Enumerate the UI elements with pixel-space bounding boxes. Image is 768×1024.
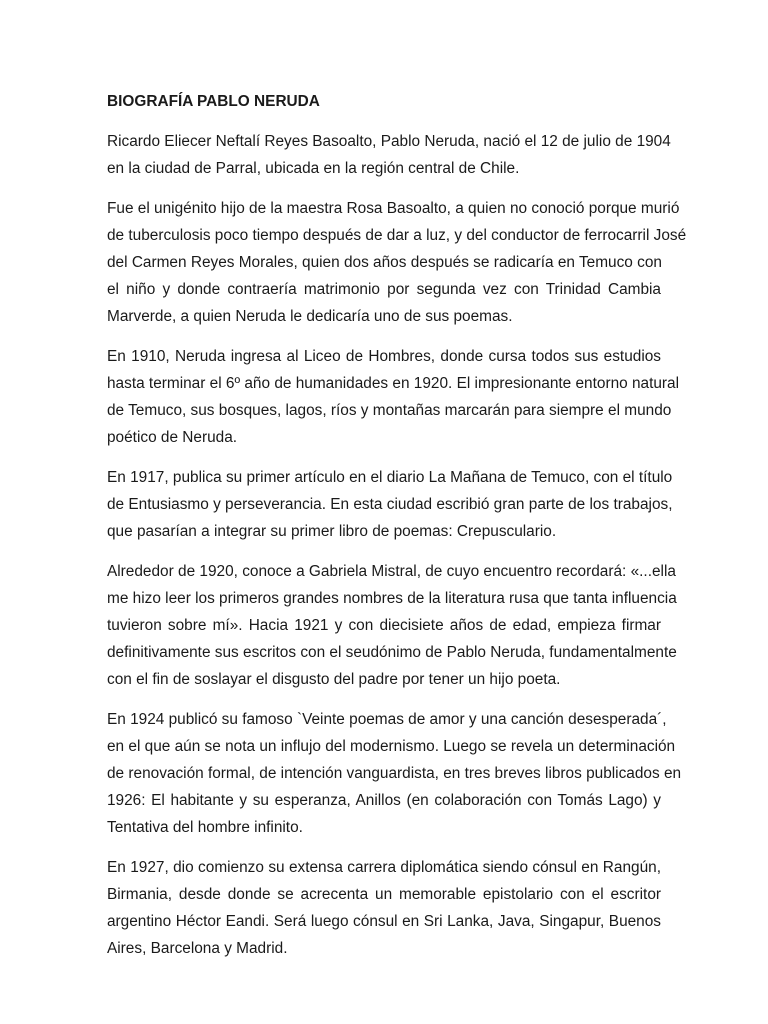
paragraph-line: de Temuco, sus bosques, lagos, ríos y montañas marcarán para siempre el mundo <box>107 402 672 419</box>
paragraph-line: Alrededor de 1920, conoce a Gabriela Mistral, de cuyo encuentro recordará: «...ella <box>107 563 676 580</box>
paragraph-line: que pasarían a integrar su primer libro de poemas: Crepusculario. <box>107 523 557 540</box>
paragraph-3 <box>107 343 680 451</box>
paragraph-line: 1926: El habitante y su esperanza, Anillos (en colaboración con Tomás Lago) y <box>107 792 661 809</box>
paragraph-line: hasta terminar el 6º año de humanidades en 1920. El impresionante entorno natural <box>107 375 680 392</box>
document-page <box>107 88 687 975</box>
paragraph-line: En 1910, Neruda ingresa al Liceo de Hombres, donde cursa todos sus estudios <box>107 348 661 365</box>
paragraph-line: Marverde, a quien Neruda le dedicaría uno de sus poemas. <box>107 308 513 325</box>
paragraph-line: con el fin de soslayar el disgusto del padre por tener un hijo poeta. <box>107 671 561 688</box>
paragraph-line: en el que aún se nota un influjo del modernismo. Luego se revela un determinación <box>107 738 676 755</box>
paragraph-6 <box>107 706 682 841</box>
paragraph-4 <box>107 464 673 545</box>
paragraph-line: en la ciudad de Parral, ubicada en la región central de Chile. <box>107 160 520 177</box>
document-title: BIOGRAFÍA PABLO NERUDA <box>107 93 320 110</box>
paragraph-line: En 1924 publicó su famoso `Veinte poemas de amor y una canción desesperada´, <box>107 711 667 728</box>
paragraph-line: del Carmen Reyes Morales, quien dos años después se radicaría en Temuco con <box>107 254 662 271</box>
paragraph-line: de tuberculosis poco tiempo después de dar a luz, y del conductor de ferrocarril José <box>107 227 687 244</box>
paragraph-line: poético de Neruda. <box>107 429 238 446</box>
paragraph-line: Aires, Barcelona y Madrid. <box>107 940 288 957</box>
paragraph-5 <box>107 558 677 693</box>
paragraph-line: Ricardo Eliecer Neftalí Reyes Basoalto, Pablo Neruda, nació el 12 de julio de 1904 <box>107 133 671 150</box>
paragraph-7 <box>107 854 661 962</box>
paragraph-line: Birmania, desde donde se acrecenta un memorable epistolario con el escritor <box>107 886 661 903</box>
paragraph-line: definitivamente sus escritos con el seudónimo de Pablo Neruda, fundamentalmente <box>107 644 677 661</box>
paragraph-line: me hizo leer los primeros grandes nombres de la literatura rusa que tanta influencia <box>107 590 677 607</box>
paragraph-line: En 1917, publica su primer artículo en el diario La Mañana de Temuco, con el título <box>107 469 673 486</box>
paragraph-line: de Entusiasmo y perseverancia. En esta ciudad escribió gran parte de los trabajos, <box>107 496 673 513</box>
paragraph-1 <box>107 128 671 182</box>
paragraph-line: el niño y donde contraería matrimonio por segunda vez con Trinidad Cambia <box>107 281 661 298</box>
paragraph-line: tuvieron sobre mí». Hacia 1921 y con diecisiete años de edad, empieza firmar <box>107 617 661 634</box>
paragraph-2 <box>107 195 687 330</box>
paragraph-line: En 1927, dio comienzo su extensa carrera diplomática siendo cónsul en Rangún, <box>107 859 661 876</box>
paragraph-line: Tentativa del hombre infinito. <box>107 819 303 836</box>
paragraph-line: argentino Héctor Eandi. Será luego cónsul en Sri Lanka, Java, Singapur, Buenos <box>107 913 661 930</box>
paragraph-line: Fue el unigénito hijo de la maestra Rosa Basoalto, a quien no conoció porque murió <box>107 200 680 217</box>
paragraph-line: de renovación formal, de intención vanguardista, en tres breves libros publicados en <box>107 765 682 782</box>
